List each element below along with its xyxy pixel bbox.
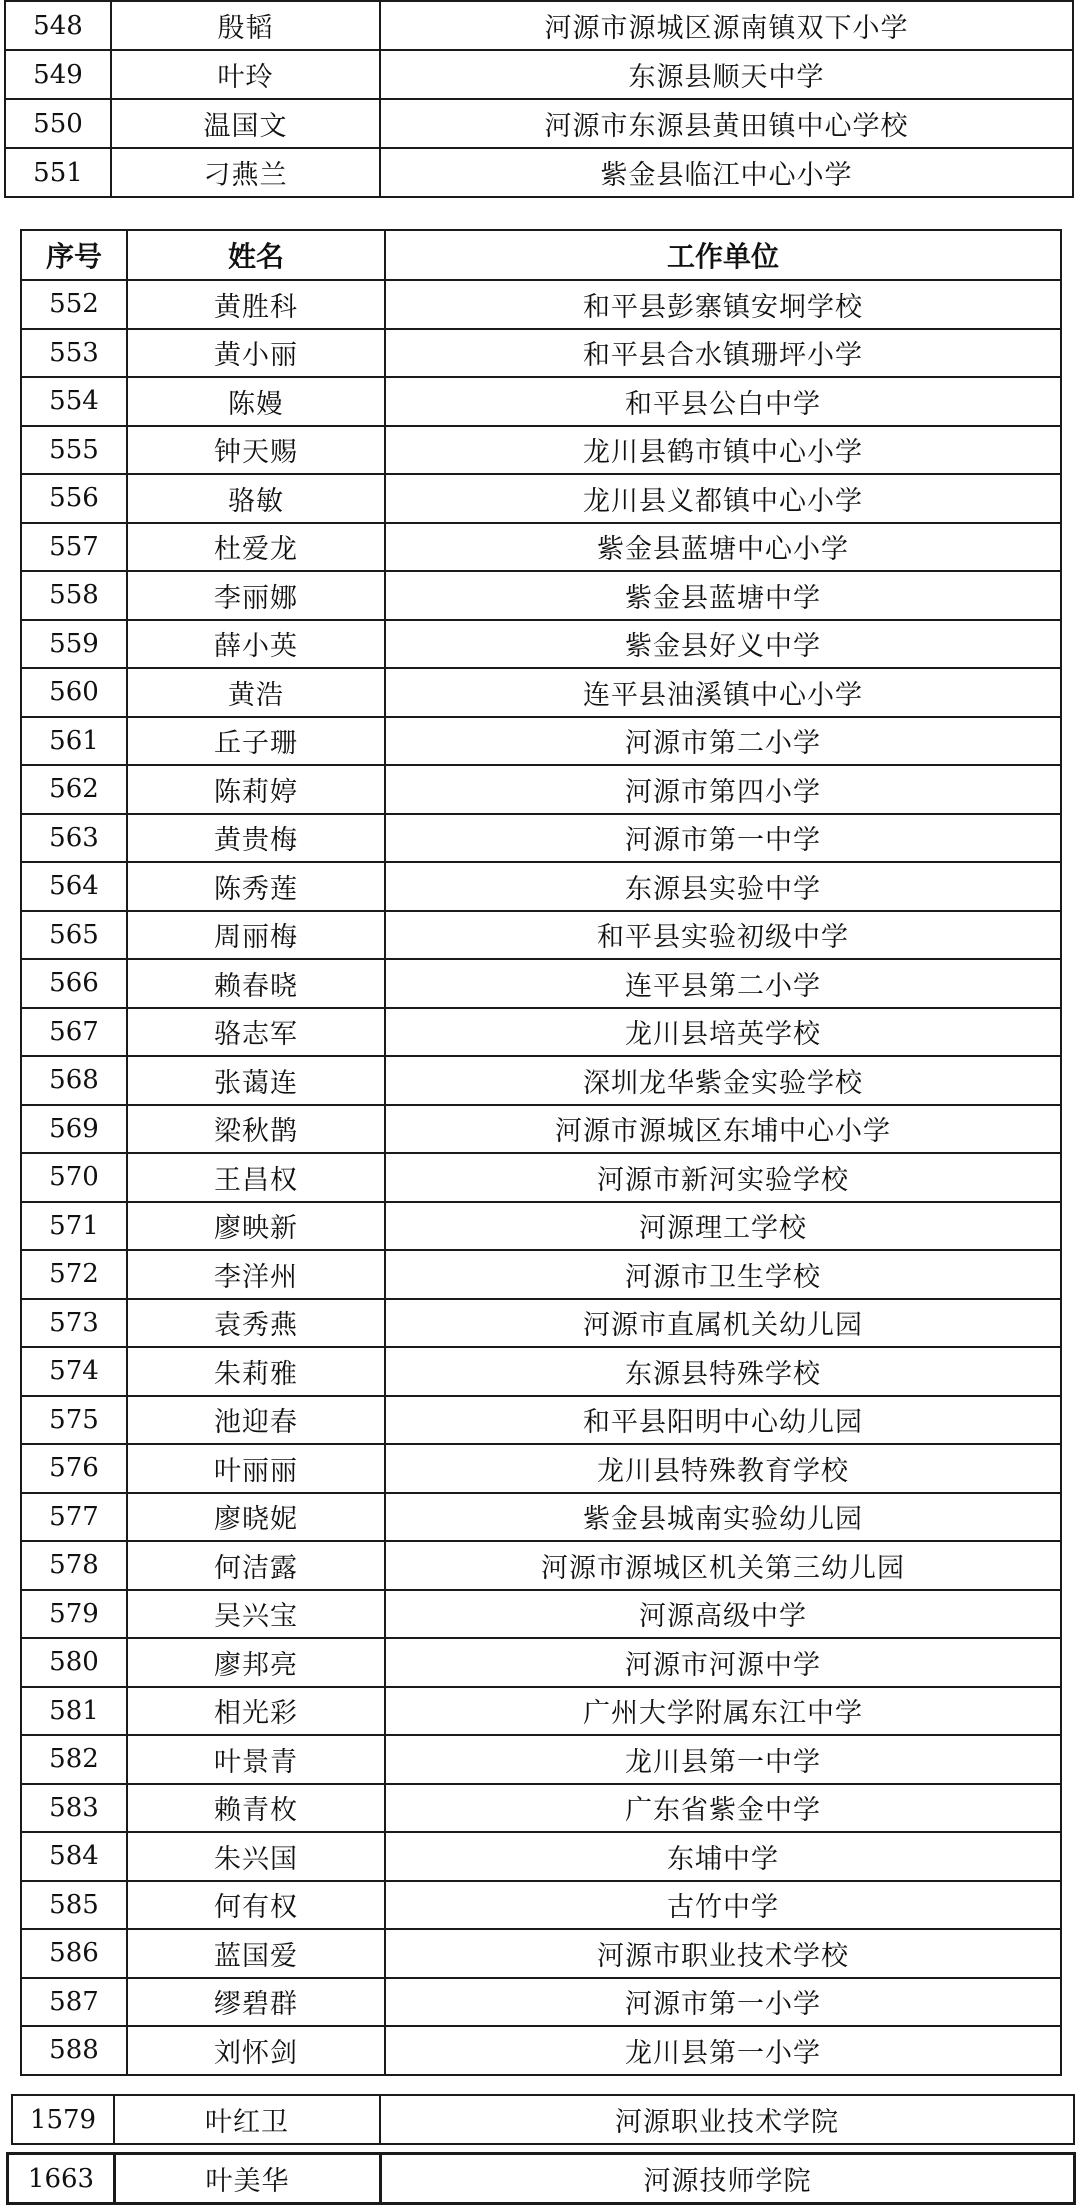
row-name: 廖邦亮: [127, 1638, 385, 1687]
row-unit: 龙川县培英学校: [385, 1008, 1061, 1057]
row-unit: 河源市源城区机关第三幼儿园: [385, 1541, 1061, 1590]
row-index: 577: [21, 1493, 127, 1542]
row-unit: 和平县合水镇珊坪小学: [385, 329, 1061, 378]
row-name: 刁燕兰: [111, 148, 380, 197]
row-name: 陈嫚: [127, 377, 385, 426]
row-name: 黄贵梅: [127, 814, 385, 863]
table-row: [21, 717, 1061, 766]
list-table-fragment-bottom: [6, 2152, 1076, 2205]
row-name: 黄浩: [127, 668, 385, 717]
table-body: [21, 280, 1061, 2075]
row-name: 黄小丽: [127, 329, 385, 378]
row-name: 李洋州: [127, 1250, 385, 1299]
row-index: 553: [21, 329, 127, 378]
row-unit: 龙川县特殊教育学校: [385, 1444, 1061, 1493]
row-index: 552: [21, 280, 127, 329]
table-row: [21, 959, 1061, 1008]
table-body: [5, 1, 1073, 197]
row-index: 582: [21, 1735, 127, 1784]
row-index: 580: [21, 1638, 127, 1687]
row-index: 565: [21, 911, 127, 960]
row-unit: 龙川县义都镇中心小学: [385, 474, 1061, 523]
table-row: [21, 1881, 1061, 1930]
row-unit: 紫金县临江中心小学: [380, 148, 1073, 197]
row-index: 578: [21, 1541, 127, 1590]
row-unit: 和平县公白中学: [385, 377, 1061, 426]
row-index: 576: [21, 1444, 127, 1493]
table-row: [21, 620, 1061, 669]
row-index: 584: [21, 1832, 127, 1881]
row-unit: 东源县特殊学校: [385, 1347, 1061, 1396]
row-name: 袁秀燕: [127, 1299, 385, 1348]
row-index: 585: [21, 1881, 127, 1930]
column-header-unit: 工作单位: [385, 230, 1061, 280]
table-row: [21, 474, 1061, 523]
row-index: 1663: [8, 2154, 115, 2204]
table-row: [21, 2026, 1061, 2075]
row-index: 557: [21, 523, 127, 572]
row-name: 杜爱龙: [127, 523, 385, 572]
table-row: [21, 668, 1061, 717]
row-name: 殷韬: [111, 1, 380, 50]
row-name: 黄胜科: [127, 280, 385, 329]
row-index: 555: [21, 426, 127, 475]
row-unit: 东源县实验中学: [385, 862, 1061, 911]
row-unit: 河源市东源县黄田镇中心学校: [380, 99, 1073, 148]
row-index: 554: [21, 377, 127, 426]
table-row: [21, 1153, 1061, 1202]
table-row: [12, 2095, 1074, 2144]
row-unit: 河源市源城区源南镇双下小学: [380, 1, 1073, 50]
list-table-fragment-top: [4, 0, 1074, 198]
row-unit: 河源技师学院: [381, 2154, 1075, 2204]
row-name: 叶景青: [127, 1735, 385, 1784]
table-row: [21, 329, 1061, 378]
row-name: 朱莉雅: [127, 1347, 385, 1396]
table-row: [21, 1687, 1061, 1736]
row-index: 581: [21, 1687, 127, 1736]
list-table-main: [20, 229, 1062, 2076]
table-row: [5, 99, 1073, 148]
table-row: [21, 1202, 1061, 1251]
table-row: [21, 1008, 1061, 1057]
row-index: 568: [21, 1056, 127, 1105]
row-name: 池迎春: [127, 1396, 385, 1445]
row-name: 骆敏: [127, 474, 385, 523]
row-unit: 紫金县蓝塘中学: [385, 571, 1061, 620]
row-name: 周丽梅: [127, 911, 385, 960]
row-index: 586: [21, 1929, 127, 1978]
table-row: [21, 1444, 1061, 1493]
column-header-name: 姓名: [127, 230, 385, 280]
row-index: 572: [21, 1250, 127, 1299]
row-index: 550: [5, 99, 111, 148]
row-unit: 连平县第二小学: [385, 959, 1061, 1008]
table-row: [21, 377, 1061, 426]
table-row: [21, 814, 1061, 863]
table-row: [21, 1978, 1061, 2027]
row-unit: 古竹中学: [385, 1881, 1061, 1930]
row-unit: 河源职业技术学院: [380, 2095, 1074, 2144]
table-header: [21, 230, 1061, 280]
row-name: 朱兴国: [127, 1832, 385, 1881]
row-index: 559: [21, 620, 127, 669]
table-row: [5, 50, 1073, 99]
table-row: [21, 280, 1061, 329]
row-unit: 东源县顺天中学: [380, 50, 1073, 99]
row-unit: 河源市第二小学: [385, 717, 1061, 766]
row-index: 583: [21, 1784, 127, 1833]
table-row: [21, 1105, 1061, 1154]
row-index: 588: [21, 2026, 127, 2075]
row-unit: 河源市第一中学: [385, 814, 1061, 863]
table-row: [21, 1638, 1061, 1687]
row-name: 叶丽丽: [127, 1444, 385, 1493]
table-row: [21, 1784, 1061, 1833]
row-unit: 紫金县蓝塘中心小学: [385, 523, 1061, 572]
row-name: 李丽娜: [127, 571, 385, 620]
row-index: 551: [5, 148, 111, 197]
row-index: 556: [21, 474, 127, 523]
row-unit: 龙川县第一小学: [385, 2026, 1061, 2075]
row-index: 569: [21, 1105, 127, 1154]
row-unit: 连平县油溪镇中心小学: [385, 668, 1061, 717]
row-name: 廖晓妮: [127, 1493, 385, 1542]
row-unit: 深圳龙华紫金实验学校: [385, 1056, 1061, 1105]
table-row: [8, 2154, 1075, 2204]
row-unit: 广州大学附属东江中学: [385, 1687, 1061, 1736]
row-name: 钟天赐: [127, 426, 385, 475]
table-row: [21, 1250, 1061, 1299]
row-unit: 龙川县鹤市镇中心小学: [385, 426, 1061, 475]
table-row: [21, 1396, 1061, 1445]
row-name: 吴兴宝: [127, 1590, 385, 1639]
row-unit: 广东省紫金中学: [385, 1784, 1061, 1833]
list-table-fragment-bottom: [11, 2094, 1075, 2145]
row-name: 陈秀莲: [127, 862, 385, 911]
row-name: 相光彩: [127, 1687, 385, 1736]
row-unit: 和平县实验初级中学: [385, 911, 1061, 960]
row-unit: 河源市卫生学校: [385, 1250, 1061, 1299]
row-index: 1579: [12, 2095, 114, 2144]
table-row: [21, 1347, 1061, 1396]
row-index: 549: [5, 50, 111, 99]
row-unit: 和平县阳明中心幼儿园: [385, 1396, 1061, 1445]
row-name: 王昌权: [127, 1153, 385, 1202]
row-name: 刘怀剑: [127, 2026, 385, 2075]
row-name: 廖映新: [127, 1202, 385, 1251]
row-index: 571: [21, 1202, 127, 1251]
table-row: [21, 911, 1061, 960]
row-name: 叶玲: [111, 50, 380, 99]
row-index: 579: [21, 1590, 127, 1639]
row-name: 何洁露: [127, 1541, 385, 1590]
row-name: 赖春晓: [127, 959, 385, 1008]
row-unit: 河源理工学校: [385, 1202, 1061, 1251]
row-index: 575: [21, 1396, 127, 1445]
table-row: [21, 1590, 1061, 1639]
row-index: 560: [21, 668, 127, 717]
row-name: 叶红卫: [114, 2095, 380, 2144]
row-index: 573: [21, 1299, 127, 1348]
table-body: [12, 2095, 1074, 2144]
column-header-index: 序号: [21, 230, 127, 280]
row-index: 564: [21, 862, 127, 911]
row-unit: 河源市第四小学: [385, 765, 1061, 814]
row-index: 566: [21, 959, 127, 1008]
row-name: 温国文: [111, 99, 380, 148]
table-row: [21, 862, 1061, 911]
row-unit: 龙川县第一中学: [385, 1735, 1061, 1784]
row-unit: 河源市河源中学: [385, 1638, 1061, 1687]
row-name: 丘子珊: [127, 717, 385, 766]
row-index: 561: [21, 717, 127, 766]
table-row: [21, 1929, 1061, 1978]
table-row: [21, 765, 1061, 814]
table-row: [21, 571, 1061, 620]
row-index: 567: [21, 1008, 127, 1057]
table-row: [21, 426, 1061, 475]
row-name: 张蔼连: [127, 1056, 385, 1105]
row-name: 薛小英: [127, 620, 385, 669]
table-row: [21, 1493, 1061, 1542]
row-index: 587: [21, 1978, 127, 2027]
row-unit: 河源市源城区东埔中心小学: [385, 1105, 1061, 1154]
row-unit: 紫金县好义中学: [385, 620, 1061, 669]
row-index: 562: [21, 765, 127, 814]
header-row: [21, 230, 1061, 280]
row-name: 梁秋鹊: [127, 1105, 385, 1154]
row-unit: 河源市新河实验学校: [385, 1153, 1061, 1202]
row-index: 574: [21, 1347, 127, 1396]
table-row: [21, 1832, 1061, 1881]
row-index: 558: [21, 571, 127, 620]
row-index: 548: [5, 1, 111, 50]
row-name: 赖青枚: [127, 1784, 385, 1833]
row-unit: 河源高级中学: [385, 1590, 1061, 1639]
table-row: [21, 1299, 1061, 1348]
row-index: 570: [21, 1153, 127, 1202]
row-unit: 和平县彭寨镇安坰学校: [385, 280, 1061, 329]
row-name: 何有权: [127, 1881, 385, 1930]
row-name: 陈莉婷: [127, 765, 385, 814]
row-unit: 紫金县城南实验幼儿园: [385, 1493, 1061, 1542]
row-name: 缪碧群: [127, 1978, 385, 2027]
row-unit: 东埔中学: [385, 1832, 1061, 1881]
table-row: [21, 523, 1061, 572]
table-row: [21, 1735, 1061, 1784]
row-index: 563: [21, 814, 127, 863]
table-row: [21, 1056, 1061, 1105]
row-unit: 河源市职业技术学校: [385, 1929, 1061, 1978]
table-row: [5, 1, 1073, 50]
row-name: 蓝国爱: [127, 1929, 385, 1978]
row-unit: 河源市直属机关幼儿园: [385, 1299, 1061, 1348]
row-name: 叶美华: [115, 2154, 381, 2204]
row-name: 骆志军: [127, 1008, 385, 1057]
row-unit: 河源市第一小学: [385, 1978, 1061, 2027]
table-row: [21, 1541, 1061, 1590]
table-row: [5, 148, 1073, 197]
table-body: [8, 2154, 1075, 2204]
